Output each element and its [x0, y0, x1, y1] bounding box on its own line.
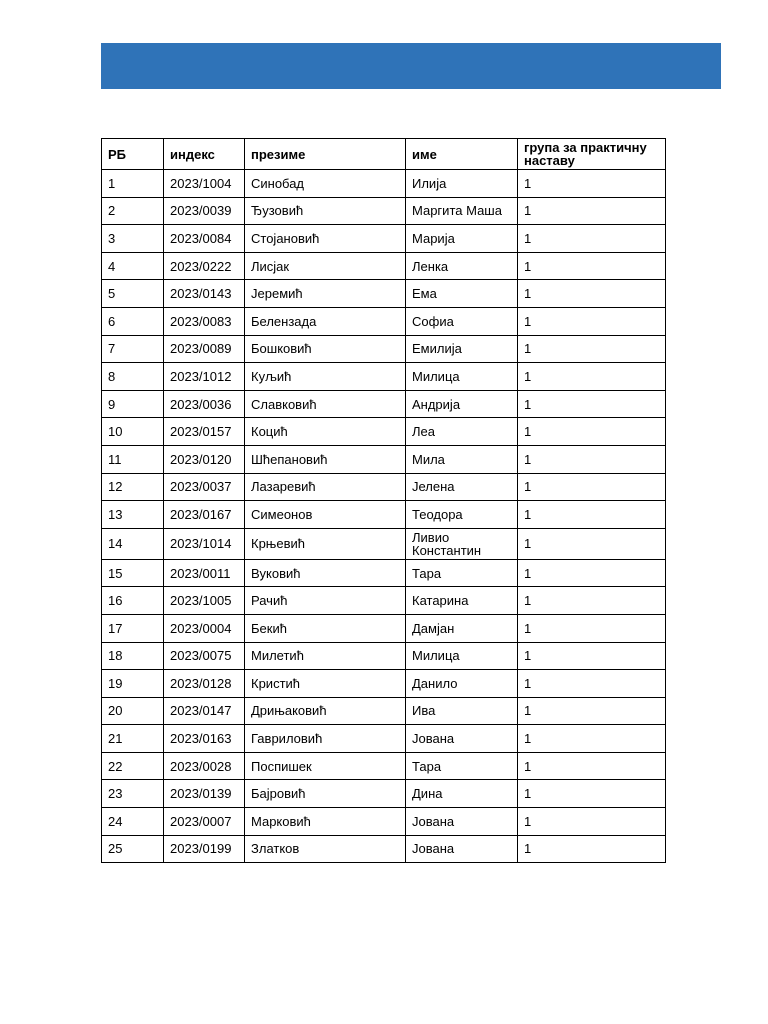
table-row: [102, 670, 666, 698]
cell-group: 1: [518, 697, 666, 725]
cell-name: Леа: [406, 418, 518, 446]
cell-group: 1: [518, 752, 666, 780]
cell-rb: 15: [102, 559, 164, 587]
cell-index: 2023/0039: [164, 197, 245, 225]
cell-rb: 10: [102, 418, 164, 446]
table-row: [102, 473, 666, 501]
table-row: [102, 528, 666, 559]
column-header-index: индекс: [164, 139, 245, 170]
table-row: [102, 559, 666, 587]
cell-surname: Марковић: [245, 808, 406, 836]
cell-rb: 9: [102, 390, 164, 418]
cell-surname: Бекић: [245, 614, 406, 642]
table-row: [102, 307, 666, 335]
cell-name: Тара: [406, 752, 518, 780]
cell-index: 2023/0128: [164, 670, 245, 698]
cell-index: 2023/0139: [164, 780, 245, 808]
table-row: [102, 225, 666, 253]
cell-name: Дина: [406, 780, 518, 808]
cell-name: Ема: [406, 280, 518, 308]
cell-index: 2023/0222: [164, 252, 245, 280]
cell-surname: Славковић: [245, 390, 406, 418]
cell-name: Маргита Маша: [406, 197, 518, 225]
table-row: [102, 642, 666, 670]
table-row: [102, 808, 666, 836]
student-table: [101, 138, 666, 863]
table-row: [102, 725, 666, 753]
cell-rb: 7: [102, 335, 164, 363]
table-row: [102, 697, 666, 725]
cell-group: 1: [518, 418, 666, 446]
cell-surname: Дрињаковић: [245, 697, 406, 725]
cell-index: 2023/1012: [164, 363, 245, 391]
cell-rb: 12: [102, 473, 164, 501]
cell-rb: 20: [102, 697, 164, 725]
cell-index: 2023/0007: [164, 808, 245, 836]
cell-index: 2023/0143: [164, 280, 245, 308]
cell-name: Софиа: [406, 307, 518, 335]
cell-index: 2023/0147: [164, 697, 245, 725]
cell-surname: Ђузовић: [245, 197, 406, 225]
cell-name: Дамјан: [406, 614, 518, 642]
cell-rb: 23: [102, 780, 164, 808]
cell-group: 1: [518, 280, 666, 308]
table-row: [102, 280, 666, 308]
column-header-group: група за практичну наставу: [518, 139, 666, 170]
cell-surname: Милетић: [245, 642, 406, 670]
cell-index: 2023/0075: [164, 642, 245, 670]
cell-group: 1: [518, 197, 666, 225]
cell-surname: Лазаревић: [245, 473, 406, 501]
cell-rb: 25: [102, 835, 164, 863]
cell-rb: 22: [102, 752, 164, 780]
cell-name: Емилија: [406, 335, 518, 363]
cell-name: Јелена: [406, 473, 518, 501]
cell-index: 2023/1014: [164, 528, 245, 559]
cell-group: 1: [518, 642, 666, 670]
cell-name: Катарина: [406, 587, 518, 615]
cell-group: 1: [518, 614, 666, 642]
cell-rb: 16: [102, 587, 164, 615]
cell-name: Теодора: [406, 501, 518, 529]
cell-name: Ива: [406, 697, 518, 725]
cell-rb: 17: [102, 614, 164, 642]
cell-name: Јована: [406, 725, 518, 753]
cell-group: 1: [518, 390, 666, 418]
cell-group: 1: [518, 363, 666, 391]
cell-group: 1: [518, 587, 666, 615]
cell-name: Тара: [406, 559, 518, 587]
cell-name: Данило: [406, 670, 518, 698]
cell-rb: 8: [102, 363, 164, 391]
cell-group: 1: [518, 808, 666, 836]
cell-surname: Бајровић: [245, 780, 406, 808]
cell-rb: 14: [102, 528, 164, 559]
cell-rb: 4: [102, 252, 164, 280]
table-row: [102, 363, 666, 391]
cell-name: Илија: [406, 170, 518, 198]
cell-name: Јована: [406, 835, 518, 863]
cell-index: 2023/0163: [164, 725, 245, 753]
cell-surname: Вуковић: [245, 559, 406, 587]
table-row: [102, 752, 666, 780]
cell-index: 2023/0036: [164, 390, 245, 418]
table-row: [102, 335, 666, 363]
cell-index: 2023/1005: [164, 587, 245, 615]
cell-group: 1: [518, 473, 666, 501]
cell-surname: Лисјак: [245, 252, 406, 280]
cell-index: 2023/0167: [164, 501, 245, 529]
cell-surname: Златков: [245, 835, 406, 863]
cell-group: 1: [518, 559, 666, 587]
column-header-rb: РБ: [102, 139, 164, 170]
cell-group: 1: [518, 670, 666, 698]
header-band: [101, 43, 721, 89]
cell-group: 1: [518, 501, 666, 529]
cell-group: 1: [518, 252, 666, 280]
cell-index: 2023/0089: [164, 335, 245, 363]
cell-surname: Гавриловић: [245, 725, 406, 753]
cell-index: 2023/0037: [164, 473, 245, 501]
cell-index: 2023/0199: [164, 835, 245, 863]
cell-surname: Симеонов: [245, 501, 406, 529]
cell-index: 2023/0004: [164, 614, 245, 642]
cell-rb: 13: [102, 501, 164, 529]
cell-rb: 11: [102, 445, 164, 473]
cell-surname: Коцић: [245, 418, 406, 446]
column-header-surname: презиме: [245, 139, 406, 170]
cell-name: Марија: [406, 225, 518, 253]
cell-surname: Кристић: [245, 670, 406, 698]
cell-index: 2023/1004: [164, 170, 245, 198]
cell-rb: 2: [102, 197, 164, 225]
table-row: [102, 780, 666, 808]
cell-surname: Крњевић: [245, 528, 406, 559]
cell-group: 1: [518, 225, 666, 253]
table-row: [102, 614, 666, 642]
cell-name: Мила: [406, 445, 518, 473]
cell-group: 1: [518, 835, 666, 863]
cell-index: 2023/0083: [164, 307, 245, 335]
cell-rb: 24: [102, 808, 164, 836]
cell-name: Андрија: [406, 390, 518, 418]
cell-index: 2023/0028: [164, 752, 245, 780]
cell-group: 1: [518, 528, 666, 559]
cell-surname: Белензада: [245, 307, 406, 335]
table-row: [102, 170, 666, 198]
cell-index: 2023/0011: [164, 559, 245, 587]
table-row: [102, 197, 666, 225]
cell-surname: Синобад: [245, 170, 406, 198]
table-row: [102, 418, 666, 446]
cell-group: 1: [518, 780, 666, 808]
table-row: [102, 445, 666, 473]
column-header-name: име: [406, 139, 518, 170]
cell-name: Јована: [406, 808, 518, 836]
cell-index: 2023/0084: [164, 225, 245, 253]
cell-surname: Стојановић: [245, 225, 406, 253]
cell-rb: 3: [102, 225, 164, 253]
cell-group: 1: [518, 445, 666, 473]
cell-name: Милица: [406, 642, 518, 670]
cell-rb: 19: [102, 670, 164, 698]
cell-index: 2023/0157: [164, 418, 245, 446]
table-row: [102, 390, 666, 418]
cell-index: 2023/0120: [164, 445, 245, 473]
cell-rb: 5: [102, 280, 164, 308]
cell-rb: 18: [102, 642, 164, 670]
cell-rb: 1: [102, 170, 164, 198]
table-row: [102, 501, 666, 529]
cell-name: Ливио Константин: [406, 528, 518, 559]
table-header-row: [102, 139, 666, 170]
cell-surname: Бошковић: [245, 335, 406, 363]
table-row: [102, 587, 666, 615]
table-body: [102, 170, 666, 863]
cell-group: 1: [518, 170, 666, 198]
cell-surname: Јеремић: [245, 280, 406, 308]
cell-group: 1: [518, 307, 666, 335]
cell-surname: Поспишек: [245, 752, 406, 780]
cell-surname: Рачић: [245, 587, 406, 615]
cell-rb: 21: [102, 725, 164, 753]
cell-surname: Шћепановић: [245, 445, 406, 473]
cell-name: Милица: [406, 363, 518, 391]
table-row: [102, 252, 666, 280]
cell-surname: Куљић: [245, 363, 406, 391]
cell-group: 1: [518, 335, 666, 363]
cell-name: Ленка: [406, 252, 518, 280]
cell-group: 1: [518, 725, 666, 753]
cell-rb: 6: [102, 307, 164, 335]
table-row: [102, 835, 666, 863]
